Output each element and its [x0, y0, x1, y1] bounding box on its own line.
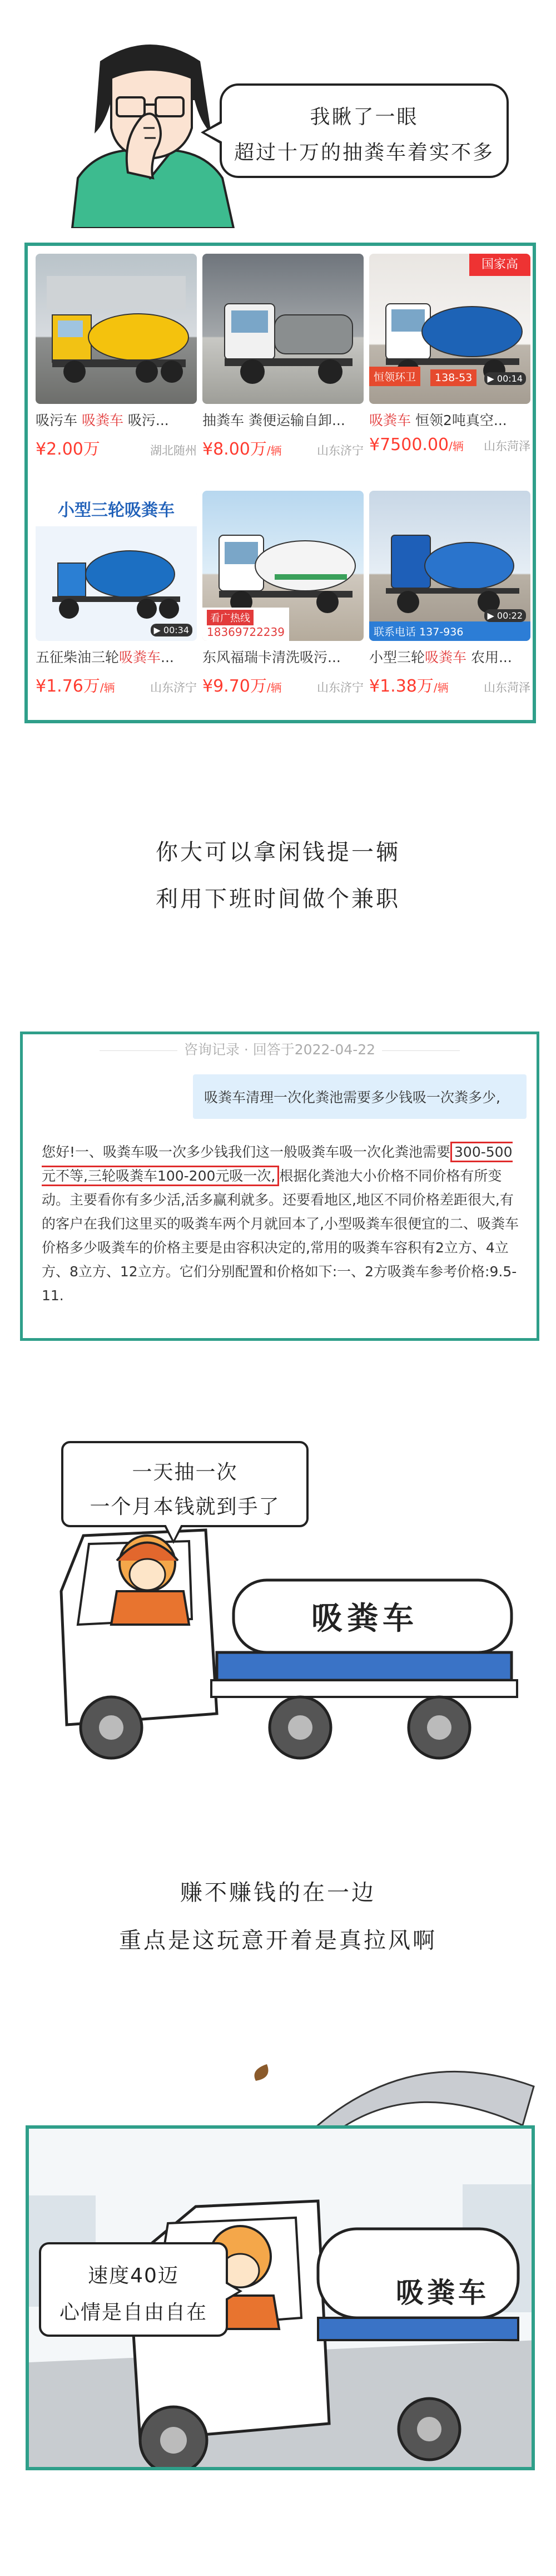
caption-line-2: 利用下班时间做个兼职: [156, 886, 400, 912]
yellow-tank-truck-image: [36, 254, 197, 404]
listing-price: ¥9.70万/辆: [202, 677, 282, 696]
speech-line-2: 一个月本钱就到手了: [90, 1496, 280, 1518]
listing-card[interactable]: [369, 254, 530, 455]
banner-text: 小型三轮吸粪车: [36, 491, 197, 526]
listing-location: 山东济宁: [317, 444, 364, 457]
phone-tag: 138-53: [430, 369, 476, 386]
product-thumbnail[interactable]: [202, 254, 364, 404]
product-thumbnail[interactable]: [36, 254, 197, 404]
listing-title[interactable]: 东风福瑞卡清洗吸污...: [202, 649, 341, 665]
intro-panel: [0, 0, 556, 234]
listing-location: 湖北随州: [150, 444, 197, 457]
hotline-tag: 看广热线: [207, 610, 254, 625]
listing-title[interactable]: 小型三轮吸粪车 农用...: [369, 649, 512, 665]
speech-line-2: 心情是自由自在: [59, 2301, 207, 2324]
listing-price: ¥2.00万: [36, 440, 100, 459]
listing-location: 山东济宁: [150, 681, 197, 694]
product-thumbnail[interactable]: [369, 491, 530, 641]
speech-bubble: [220, 83, 509, 178]
product-thumbnail[interactable]: [36, 491, 197, 641]
qa-answer: 您好!一、吸粪车吸一次多少钱我们这一般吸粪车吸一次化粪池需要 300-500元不等,三轮吸粪车100-200元吸一次, 根据化粪池大小价格不同价格有所变动。主要看你有多少活,活多赢利就多。还要看地区,地区不同价格差距很大,有的客户在我们这里买的吸粪车两个月就回本了,小型吸粪车很便宜的二、吸粪车价格多少吸粪车的价格主要是由容积决定的,常用的吸粪车容积有2立方、4立方、8立方、12立方。它们分别配置和价格如下:一、2方吸粪车参考价格:9.5-11.: [42, 1140, 520, 1307]
speech-bubble: [39, 2242, 228, 2337]
listing-title[interactable]: 吸粪车 恒领2吨真空...: [369, 412, 507, 428]
listing-price: ¥1.38万/辆: [369, 677, 449, 696]
speech-bubble: [61, 1441, 309, 1527]
qa-header: 咨询记录 · 回答于2022-04-22: [23, 1039, 537, 1059]
listing-location: 山东菏泽: [484, 681, 530, 694]
speech-line-1: 速度40迈: [88, 2264, 179, 2287]
listing-card[interactable]: [369, 491, 530, 697]
video-duration: ▶ 00:14: [484, 372, 527, 385]
tank-label: 吸粪车: [396, 2277, 489, 2309]
hotline-box: [202, 608, 289, 641]
product-thumbnail[interactable]: [369, 254, 530, 404]
listing-title[interactable]: 五征柴油三轮吸粪车...: [36, 649, 174, 665]
listing-location: 山东济宁: [317, 681, 364, 694]
hotline-number: 18369722239: [207, 625, 285, 639]
tank-label: 吸粪车: [311, 1601, 418, 1637]
listing-title[interactable]: 抽粪车 粪便运输自卸...: [202, 412, 345, 428]
listing-title[interactable]: 吸污车 吸粪车 吸污...: [36, 412, 169, 428]
listing-price: ¥1.76万/辆: [36, 677, 115, 696]
banner-text: 国家高: [469, 254, 530, 276]
speech-line-1: 一天抽一次: [132, 1461, 238, 1484]
grey-tank-truck-image: [202, 254, 364, 404]
highlighted-price-range: 300-500元不等,三轮吸粪车100-200元吸一次,: [42, 1142, 513, 1186]
caption-line-3: 赚不赚钱的在一边: [180, 1880, 376, 1906]
listing-card[interactable]: [202, 491, 364, 697]
caption-line-1: 你大可以拿闲钱提一辆: [156, 840, 400, 865]
qa-screenshot: [20, 1032, 539, 1341]
product-thumbnail[interactable]: [202, 491, 364, 641]
listing-card[interactable]: [36, 254, 197, 460]
video-duration: ▶ 00:22: [484, 609, 527, 622]
listing-location: 山东菏泽: [484, 440, 530, 453]
product-listing-screenshot: [24, 243, 536, 723]
speech-line-1: 我瞅了一眼: [310, 106, 419, 129]
listing-card[interactable]: [202, 254, 364, 460]
shop-tag: 恒领环卫: [369, 367, 420, 386]
listing-price: ¥7500.00/辆: [369, 435, 464, 455]
qa-question: 吸粪车清理一次化粪池需要多少钱吸一次粪多少,: [193, 1074, 527, 1119]
video-duration: ▶ 00:34: [151, 624, 193, 636]
speech-line-2: 超过十万的抽粪车着实不多: [234, 141, 494, 164]
listing-price: ¥8.00万/辆: [202, 440, 282, 459]
listing-card[interactable]: [36, 491, 197, 697]
caption-line-4: 重点是这玩意开着是真拉风啊: [119, 1928, 437, 1953]
contact-bar: 联系电话 137-936: [369, 621, 530, 641]
